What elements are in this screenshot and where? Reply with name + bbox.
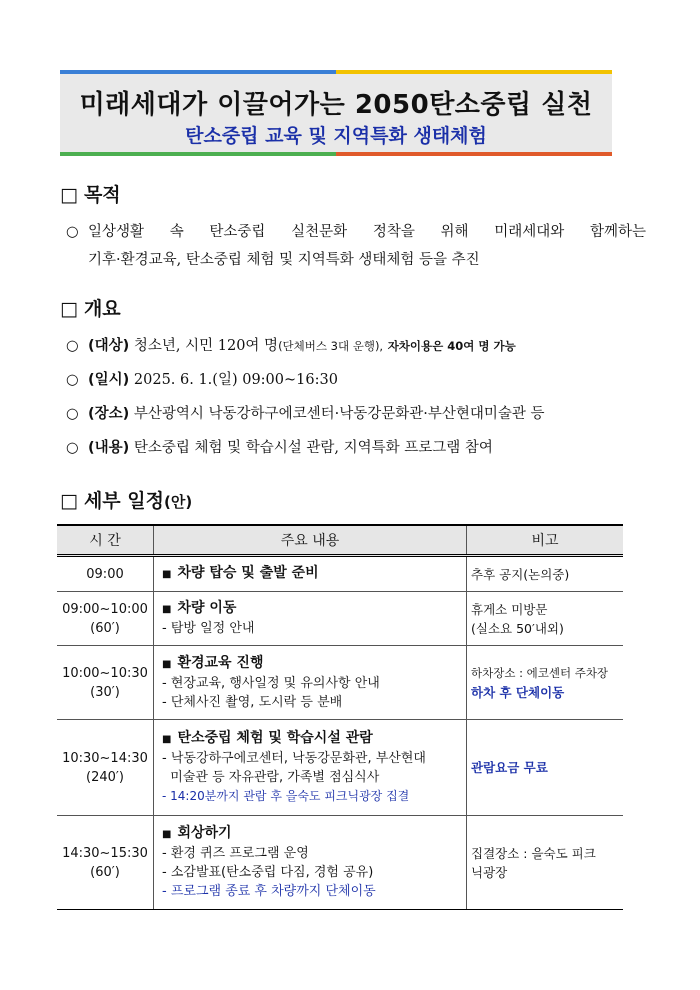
bar-green — [60, 152, 336, 156]
note-line: (실소요 50′내외) — [471, 620, 564, 636]
item-text: 부산광역시 낙동강하구에코센터·낙동강문화관·부산현대미술관 등 — [133, 406, 545, 422]
row-line: - 단체사진 촬영, 도시락 등 분배 — [162, 694, 343, 710]
section-overview-heading — [60, 294, 121, 321]
document-title: 미래세대가 이끌어가는 2050탄소중립 실천 — [79, 90, 593, 120]
row-time — [57, 556, 154, 592]
time-range: 09:00 — [86, 566, 124, 582]
note-line: 닉광장 — [471, 864, 508, 880]
row-content — [154, 556, 467, 592]
title-top-bar — [60, 70, 612, 74]
note-line: 하차장소 : 에코센터 주차장 — [471, 665, 609, 680]
row-line: - 탐방 일정 안내 — [162, 621, 255, 636]
table-header-row — [57, 525, 623, 556]
section-title: 목적 — [83, 184, 121, 206]
square-bullet-icon: ■ — [162, 829, 172, 840]
row-line: - 현장교육, 행사일정 및 유의사항 안내 — [162, 675, 380, 691]
bar-yellow — [336, 70, 612, 74]
section-title: 세부 일정 — [83, 490, 164, 512]
row-note — [467, 556, 624, 592]
item-key: (장소) — [88, 406, 130, 422]
row-time — [57, 816, 154, 910]
time-range: 09:00~10:00 — [62, 601, 148, 617]
time-duration: (30′) — [90, 684, 120, 700]
row-note — [467, 720, 624, 816]
square-bullet-icon: ■ — [162, 604, 172, 615]
bar-orange — [336, 152, 612, 156]
row-time — [57, 720, 154, 816]
time-range: 10:00~10:30 — [62, 665, 148, 681]
circle-bullet-icon: ○ — [66, 406, 79, 422]
table-row — [57, 720, 623, 816]
time-duration: (60′) — [90, 620, 120, 636]
checkbox-square-icon: □ — [60, 490, 78, 512]
row-title: 환경교육 진행 — [177, 654, 264, 671]
title-bottom-bar — [60, 152, 612, 156]
overview-item-place — [66, 400, 646, 428]
row-note — [467, 816, 624, 910]
time-duration: (60′) — [90, 864, 120, 880]
checkbox-square-icon: □ — [60, 184, 78, 206]
table-row — [57, 816, 623, 910]
item-key: (대상) — [88, 338, 130, 354]
square-bullet-icon: ■ — [162, 658, 172, 670]
section-title-suffix: (안) — [163, 493, 193, 511]
section-schedule-heading — [60, 486, 192, 513]
row-title: 회상하기 — [177, 825, 232, 841]
row-line: 미술관 등 자유관람, 가족별 점심식사 — [162, 770, 380, 785]
row-line: - 환경 퀴즈 프로그램 운영 — [162, 846, 309, 861]
note-line: 휴게소 미방문 — [471, 601, 548, 617]
purpose-line-2: 기후·환경교육, 탄소중립 체험 및 지역특화 생태체험 등을 추진 — [88, 252, 480, 268]
row-note — [467, 592, 624, 646]
row-content — [154, 816, 467, 910]
overview-item-content — [66, 434, 646, 462]
item-text: 청소년, 시민 120여 명 — [133, 338, 279, 354]
row-note — [467, 646, 624, 720]
item-bold-note: 자차이용은 40여 명 가능 — [387, 339, 516, 353]
table-row — [57, 646, 623, 720]
row-line: - 낙동강하구에코센터, 낙동강문화관, 부산현대 — [162, 751, 426, 766]
document-subtitle: 탄소중립 교육 및 지역특화 생태체험 — [185, 125, 487, 147]
row-content — [154, 646, 467, 720]
item-small-note: (단체버스 3대 운행), — [278, 339, 384, 353]
row-title: 탄소중립 체험 및 학습시설 관람 — [177, 730, 373, 746]
checkbox-square-icon: □ — [60, 298, 78, 320]
row-title: 차량 탑승 및 출발 준비 — [177, 565, 319, 581]
item-key: (내용) — [88, 440, 130, 456]
overview-item-date — [66, 366, 646, 394]
time-duration: (240′) — [86, 769, 124, 785]
note-line-highlight: 하차 후 단체이동 — [471, 684, 565, 700]
purpose-line-1: 일상생활 속 탄소중립 실천문화 정착을 위해 미래세대와 함께하는 — [88, 224, 646, 240]
bar-blue — [60, 70, 336, 74]
circle-bullet-icon: ○ — [66, 338, 79, 354]
time-range: 14:30~15:30 — [62, 845, 148, 861]
row-content — [154, 592, 467, 646]
row-title: 차량 이동 — [177, 600, 237, 616]
circle-bullet-icon: ○ — [66, 372, 79, 388]
row-line-highlight: - 14:20분까지 관람 후 을숙도 피크닉광장 집결 — [162, 789, 410, 803]
header-note: 비고 — [467, 525, 624, 556]
section-title: 개요 — [83, 298, 121, 320]
row-time — [57, 646, 154, 720]
table-row — [57, 592, 623, 646]
section-purpose-heading — [60, 180, 121, 207]
circle-bullet-icon: ○ — [66, 224, 79, 240]
row-line: - 소감발표(탄소중립 다짐, 경험 공유) — [162, 865, 374, 880]
time-range: 10:30~14:30 — [62, 750, 148, 766]
item-key: (일시) — [88, 372, 130, 388]
note-text: 관람요금 무료 — [471, 760, 548, 775]
purpose-bullet — [66, 218, 646, 274]
item-text: 탄소중립 체험 및 학습시설 관람, 지역특화 프로그램 참여 — [133, 440, 493, 456]
item-text: 2025. 6. 1.(일) 09:00~16:30 — [133, 372, 338, 388]
row-time — [57, 592, 154, 646]
overview-item-target — [66, 332, 646, 360]
square-bullet-icon: ■ — [162, 569, 172, 580]
table-row — [57, 556, 623, 592]
schedule-table — [57, 524, 623, 910]
header-time: 시 간 — [57, 525, 154, 556]
row-content — [154, 720, 467, 816]
square-bullet-icon: ■ — [162, 734, 172, 745]
circle-bullet-icon: ○ — [66, 440, 79, 456]
note-line: 집결장소 : 을숙도 피크 — [471, 845, 596, 861]
row-line-highlight: - 프로그램 종료 후 차량까지 단체이동 — [162, 884, 376, 899]
header-content: 주요 내용 — [154, 525, 467, 556]
note-text: 추후 공지(논의중) — [471, 566, 570, 582]
